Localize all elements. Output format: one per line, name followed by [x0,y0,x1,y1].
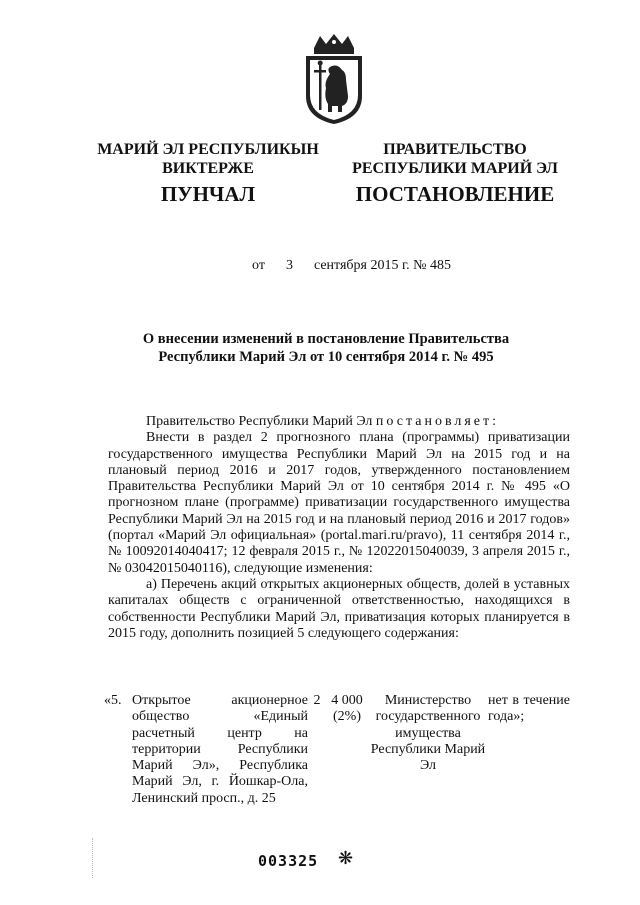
header-left-line2: ВИКТЕРЖЕ [162,160,254,177]
intro-paragraph [108,414,570,430]
header-right-line1: ПРАВИТЕЛЬСТВО [383,141,527,158]
date-month-year: сентября 2015 г. [313,258,410,273]
paragraph-2: а) Перечень акций открытых акционерных обществ, долей в уставных капиталах обществ с ограниченной ответственностью, находящихся в собственности Республики Марий Эл, приватизация которых планируется в 2015 году, дополнить позицией 5 следующего содержания: [108,576,570,641]
document-body [108,414,570,642]
paragraph-1: Внести в раздел 2 прогнозного плана (программы) приватизации государственного имущества Республики Марий Эл на 2015 год и на плановый период 2016 и 2017 годов, утвержденного постановлением Правительства Республики Марий Эл от 10 сентября 2014 г. № 495 «О прогнозном плане (программе) приватизации государственного имущества Республики Марий Эл на 2015 год и на плановый период 2016 и 2017 годов» (портал «Марий Эл официальная» (portal.mari.ru/pravo), 11 сентября 2014 г., № 10092014040417; 12 февраля 2015 г., № 12022015040039, 3 апреля 2015 г., № 03042015040116), следующие изменения: [108,430,570,576]
document-date-line [252,258,451,274]
coat-of-arms-emblem [298,34,370,126]
document-number: 485 [430,258,451,273]
title-line1: О внесении изменений в постановление Правительства [142,331,510,347]
share-percent: (2%) [333,709,361,725]
share-count-cell [326,693,368,726]
date-day: 3 [285,258,293,273]
intro-text: Правительство Республики Марий Эл [146,414,373,429]
intro-verb: постановляет: [375,414,500,429]
company-name: Открытое акционерное общество «Единый расчетный центр на территории Республики Марий Эл», Республика Марий Эл, г. Йошкар-Ола, Ленинский просп., д. 25 [132,693,308,806]
margin-dots [92,838,95,878]
header-right [350,140,560,178]
term: нет в течение года»; [488,693,570,725]
col-2: 2 [313,693,321,708]
header-right-line2: РЕСПУБЛИКИ МАРИЙ ЭЛ [352,160,558,177]
authority: Министерство государственного имущества Республики Марий Эл [370,693,486,774]
header-left-doc-type: ПУНЧАЛ [160,182,256,206]
document-title [100,330,552,366]
date-prefix: от [252,258,265,273]
title-line2: Республики Марий Эл от 10 сентября 2014 г. № 495 [158,349,494,365]
serial-number: 003325 [258,852,319,870]
number-sign: № [413,258,427,273]
asterisk-mark: ❋ [338,848,354,868]
header-left-line1: МАРИЙ ЭЛ РЕСПУБЛИКЫН [97,141,319,158]
row-number: «5. [104,693,122,708]
share-count: 4 000 [331,693,363,708]
header-right-doc-type: ПОСТАНОВЛЕНИЕ [355,182,555,206]
header-left [92,140,324,178]
